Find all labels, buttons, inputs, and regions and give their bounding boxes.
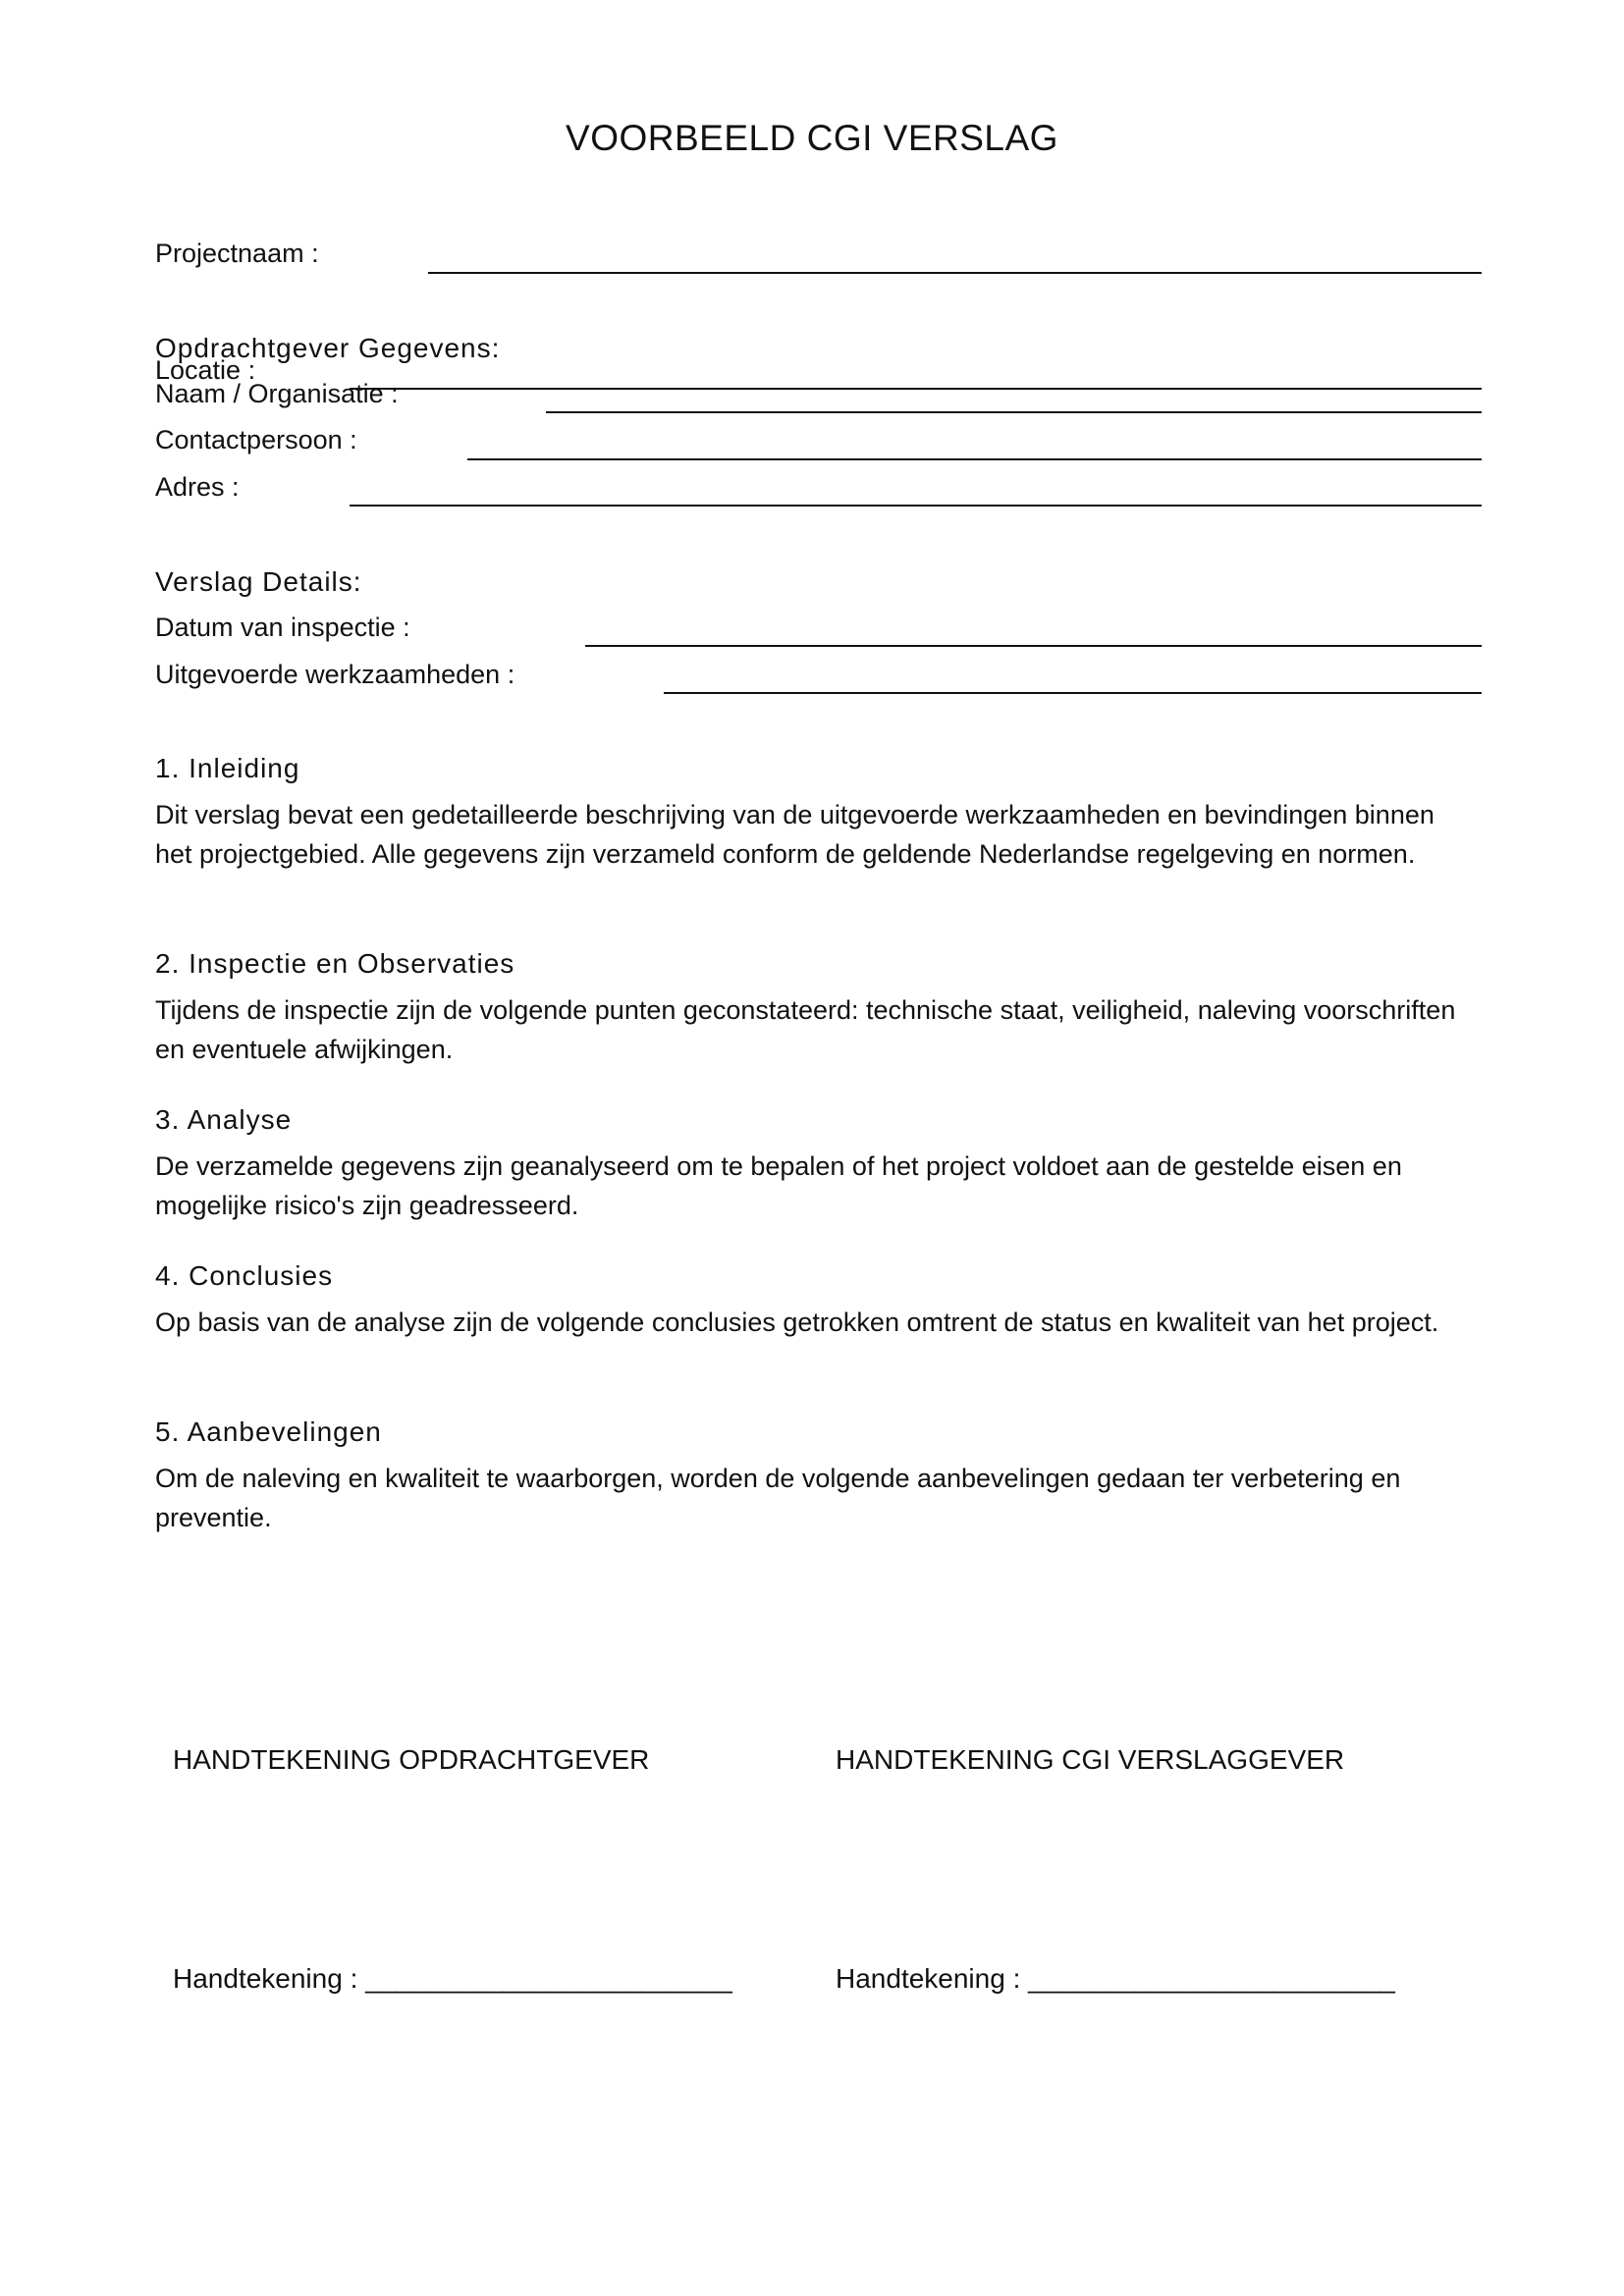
section-body-conclusies: Op basis van de analyse zijn de volgende conclusies getrokken omtrent de status en kwaliteit van het project. bbox=[155, 1308, 1439, 1337]
section-heading-aanbevelingen: 5. Aanbevelingen bbox=[155, 1416, 382, 1447]
naam-organisatie-field-line[interactable] bbox=[546, 411, 1482, 413]
datum-inspectie-label: Datum van inspectie : bbox=[155, 613, 410, 642]
opdrachtgever-heading: Opdrachtgever Gegevens: bbox=[155, 333, 501, 363]
contactpersoon-field-line[interactable] bbox=[467, 458, 1482, 460]
naam-organisatie-label: Naam / Organisatie : bbox=[155, 379, 399, 408]
section-heading-inspectie: 2. Inspectie en Observaties bbox=[155, 948, 515, 979]
document-title: VOORBEELD CGI VERSLAG bbox=[566, 118, 1058, 158]
projectnaam-field-line[interactable] bbox=[428, 272, 1482, 274]
werkzaamheden-label: Uitgevoerde werkzaamheden : bbox=[155, 660, 515, 689]
projectnaam-label: Projectnaam : bbox=[155, 239, 319, 268]
adres-label: Adres : bbox=[155, 472, 240, 502]
section-heading-inleiding: 1. Inleiding bbox=[155, 753, 300, 783]
verslag-details-heading: Verslag Details: bbox=[155, 566, 362, 597]
section-body-inspectie: Tijdens de inspectie zijn de volgende punten geconstateerd: technische staat, veiligheid, naleving voorschriften en eventuele afwijkingen. bbox=[155, 995, 1456, 1064]
werkzaamheden-field-line[interactable] bbox=[664, 692, 1482, 694]
signature-field-opdrachtgever[interactable]: Handtekening : ________________________ bbox=[173, 1963, 732, 1994]
signature-field-verslaggever[interactable]: Handtekening : ________________________ bbox=[836, 1963, 1395, 1994]
contactpersoon-label: Contactpersoon : bbox=[155, 425, 357, 454]
datum-inspectie-field-line[interactable] bbox=[585, 645, 1482, 647]
section-heading-conclusies: 4. Conclusies bbox=[155, 1260, 334, 1291]
locatie-field-line[interactable] bbox=[350, 388, 1482, 390]
adres-field-line[interactable] bbox=[350, 505, 1482, 507]
section-heading-analyse: 3. Analyse bbox=[155, 1104, 293, 1135]
signature-heading-verslaggever: HANDTEKENING CGI VERSLAGGEVER bbox=[836, 1744, 1345, 1775]
section-body-analyse: De verzamelde gegevens zijn geanalyseerd om te bepalen of het project voldoet aan de gestelde eisen en mogelijke risico's zijn geadresseerd. bbox=[155, 1151, 1402, 1220]
section-body-inleiding: Dit verslag bevat een gedetailleerde beschrijving van de uitgevoerde werkzaamheden en bevindingen binnen het projectgebied. Alle gegevens zijn verzameld conform de geldende Nederlandse regelgeving en normen. bbox=[155, 800, 1435, 869]
signature-heading-opdrachtgever: HANDTEKENING OPDRACHTGEVER bbox=[173, 1744, 650, 1775]
section-body-aanbevelingen: Om de naleving en kwaliteit te waarborgen, worden de volgende aanbevelingen gedaan ter verbetering en preventie. bbox=[155, 1464, 1401, 1532]
locatie-label: Locatie : bbox=[155, 355, 256, 385]
